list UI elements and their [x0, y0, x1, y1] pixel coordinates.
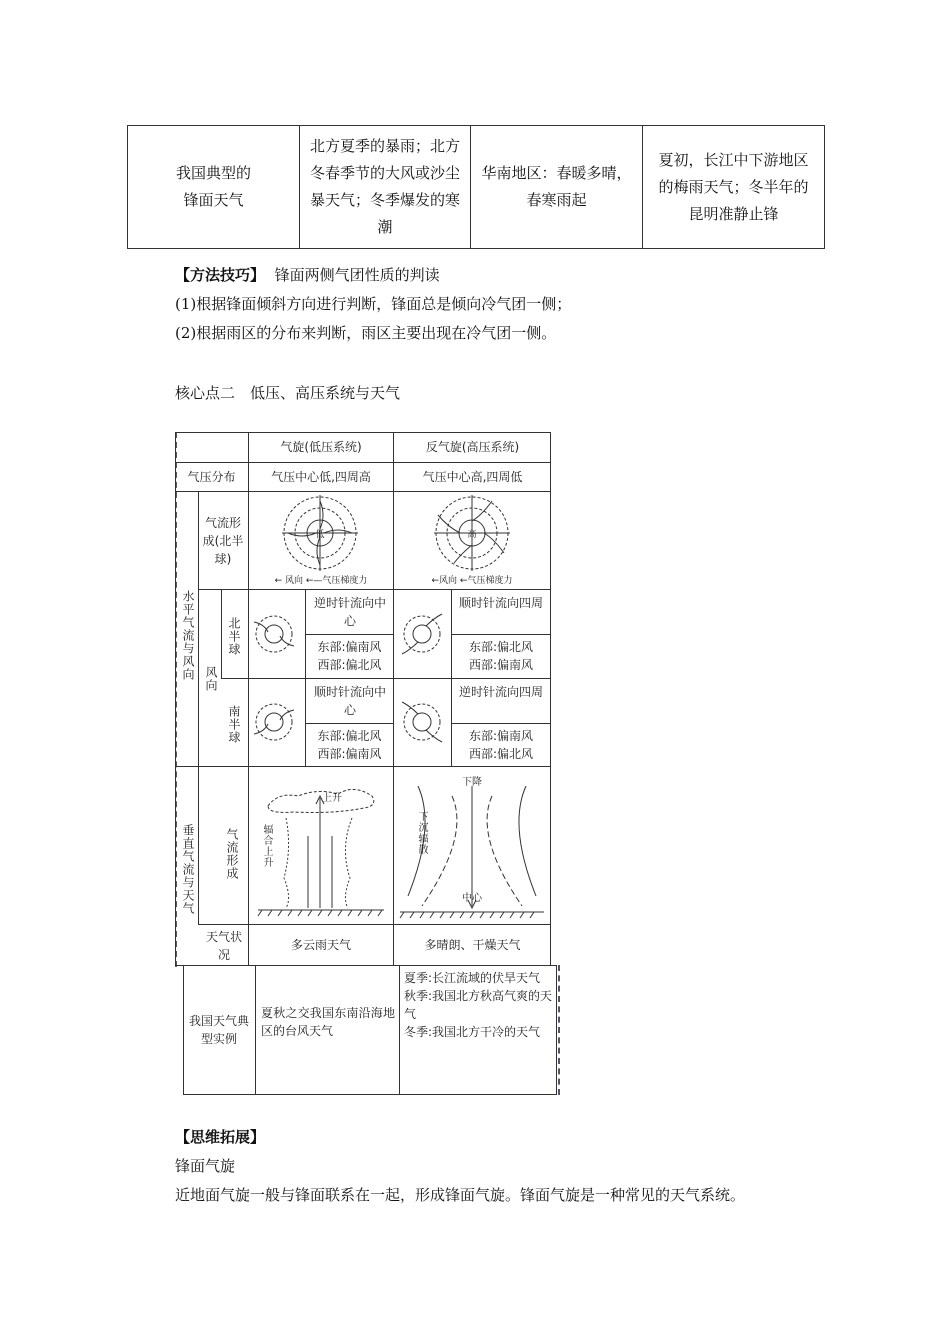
method-heading: 【方法技巧】	[175, 266, 266, 284]
cold-front-cell: 北方夏季的暴雨；北方冬春季节的大风或沙尘暴天气；冬季爆发的寒潮	[300, 126, 471, 249]
legend-left: ← 风向 ←—气压梯度力	[274, 576, 368, 586]
example-high: 夏季:长江流域的伏旱天气 秋季:我国北方秋高气爽的天气 冬季:我国北方干冷的天气	[404, 971, 553, 1039]
sh-cyclone-dir: 顺时针流向中心	[313, 685, 386, 717]
sh-anticyclone-dir: 逆时针流向四周	[458, 685, 543, 699]
method-item-1: (1)根据锋面倾斜方向进行判断，锋面总是倾向冷气团一侧；	[175, 295, 572, 313]
sh-cyclone-wind: 东部:偏北风 西部:偏南风	[317, 729, 382, 761]
diverge-label: 下沉辐散	[416, 811, 427, 855]
pressure-system-figure	[175, 432, 575, 1097]
weather-label: 天气状况	[205, 930, 242, 962]
nh-anticyclone-icon	[396, 602, 448, 668]
thinking-subtitle: 锋面气旋	[175, 1157, 236, 1175]
thinking-text: 近地面气旋一般与锋面联系在一起，形成锋面气旋。锋面气旋是一种常见的天气系统。	[175, 1186, 746, 1204]
center-label: 中心	[462, 893, 482, 904]
wind-label: 风向	[204, 666, 218, 692]
south-label: 南半球	[227, 704, 241, 744]
rise-label: 上升	[322, 793, 342, 804]
row-label-cell: 我国典型的 锋面天气	[128, 126, 300, 249]
col-cyclone: 气旋(低压系统)	[280, 440, 362, 454]
pressure-high: 气压中心高,四周低	[422, 470, 523, 484]
col-anticyclone: 反气旋(高压系统)	[425, 440, 520, 454]
weather-high: 多晴朗、干燥天气	[424, 938, 521, 952]
method-item-2: (2)根据雨区的分布来判断，雨区主要出现在冷气团一侧。	[175, 324, 557, 342]
sh-cyclone-icon	[250, 690, 302, 756]
vertical-form-label: 气流形成	[225, 828, 239, 880]
method-heading-line	[175, 264, 440, 285]
nh-anticyclone-wind: 东部:偏北风 西部:偏南风	[468, 640, 534, 672]
nh-cyclone-dir: 逆时针流向中心	[313, 596, 386, 628]
nh-anticyclone-dir: 顺时针流向四周	[458, 596, 543, 610]
example-label: 我国天气典型实例	[188, 1014, 249, 1046]
sh-anticyclone-wind: 东部:偏南风 西部:偏北风	[468, 729, 534, 761]
section-title: 核心点二 低压、高压系统与天气	[175, 384, 401, 402]
vertical-label: 垂直气流与天气	[181, 823, 195, 915]
stationary-front-cell: 夏初，长江中下游地区的梅雨天气；冬半年的昆明准静止锋	[643, 126, 825, 249]
pressure-low: 气压中心低,四周高	[271, 470, 371, 484]
sink-label: 下降	[462, 777, 482, 788]
nh-cyclone-wind: 东部:偏南风 西部:偏北风	[317, 640, 382, 672]
high-center-text: 高	[467, 530, 477, 540]
converge-label: 辐合上升	[261, 824, 272, 868]
example-low: 夏秋之交我国东南沿海地区的台风天气	[261, 1006, 395, 1038]
airflow-label: 气流形成(北半球)	[202, 516, 244, 566]
warm-front-cell: 华南地区：春暖多晴，春寒雨起	[471, 126, 643, 249]
thinking-heading: 【思维拓展】	[175, 1128, 266, 1146]
pressure-label: 气压分布	[187, 470, 236, 484]
legend-right: ←风向 ←气压梯度力	[431, 576, 513, 586]
nh-cyclone-icon	[250, 602, 302, 668]
method-title: 锋面两侧气团性质的判读	[274, 266, 440, 284]
weather-low: 多云雨天气	[290, 938, 351, 952]
frontal-weather-table	[127, 125, 825, 249]
sh-anticyclone-icon	[396, 690, 448, 756]
horizontal-label: 水平气流与风向	[181, 589, 195, 681]
low-center-text: 低	[315, 530, 325, 540]
north-label: 北半球	[227, 616, 241, 656]
